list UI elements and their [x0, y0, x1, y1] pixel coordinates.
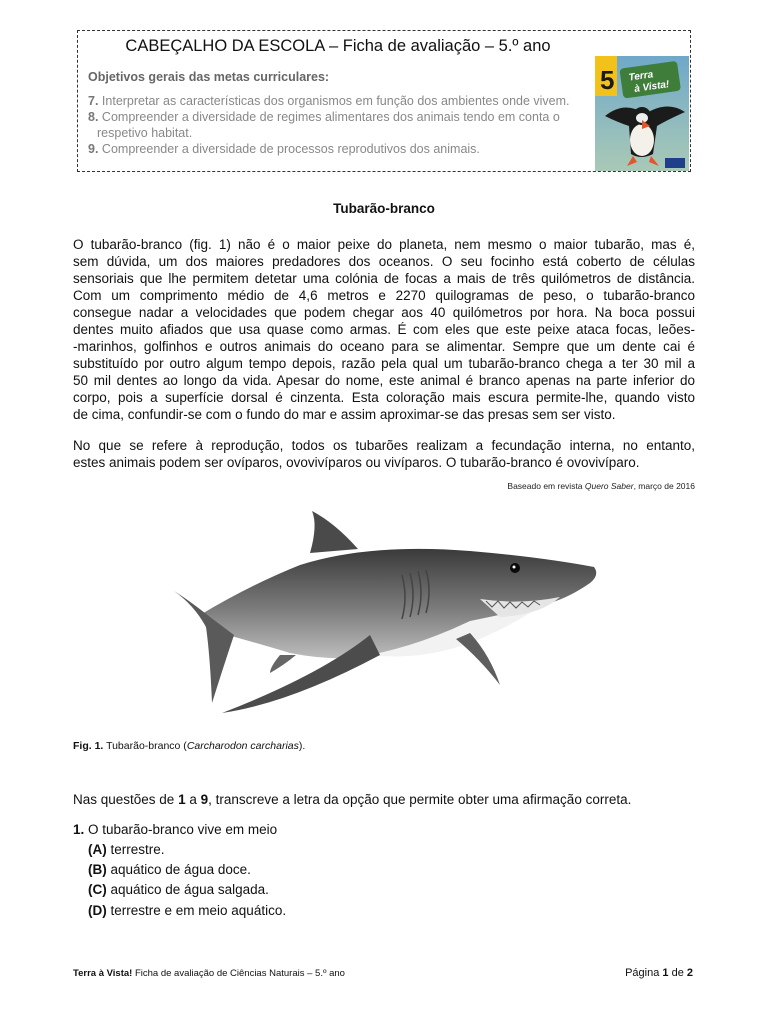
- text-line: -marinhos, golfinhos e outros animais do oceano para se alimentar. Sempre que um dente cai é: [73, 339, 695, 354]
- document-title: Tubarão-branco: [333, 201, 435, 216]
- page-prefix: Página: [625, 967, 663, 979]
- option-letter: (A): [88, 842, 107, 857]
- figure-caption: [73, 740, 305, 752]
- text-line: de cima, confundir-se com o fundo do mar e assim aproximar-se das presas sem ser visto.: [73, 407, 616, 422]
- option-d: [88, 903, 286, 918]
- option-letter: (D): [88, 903, 107, 918]
- header-title: CABEÇALHO DA ESCOLA – Ficha de avaliação – 5.º ano: [125, 37, 551, 55]
- source-suffix: , março de 2016: [633, 481, 695, 491]
- option-text: terrestre.: [106, 842, 165, 857]
- text-line: corpo, pois a superfície dorsal é cinzenta. Esta coloração mais escura permite-lhe, quando visto: [73, 390, 695, 405]
- header-box: [77, 30, 691, 172]
- goal-text: Compreender a diversidade de processos reprodutivos dos animais.: [101, 142, 480, 156]
- shark-illustration: [170, 505, 610, 725]
- goal-text: Compreender a diversidade de regimes alimentares dos animais tendo em conta o: [101, 110, 560, 124]
- source-magazine: Quero Saber: [584, 481, 634, 491]
- option-a: [88, 842, 165, 857]
- instructions: [73, 792, 631, 807]
- text-line: estes animais podem ser ovíparos, ovovivíparos ou vivíparos. O tubarão-branco é ovovivíparo.: [73, 455, 640, 470]
- text-line: consegue nadar a velocidades que podem chegar aos 40 quilómetros por hora. Na boca possui: [73, 305, 695, 320]
- option-c: [88, 882, 269, 897]
- page-mid: de: [668, 967, 687, 979]
- option-letter: (C): [88, 882, 107, 897]
- text-line: 50 mil dentes ao longo da vida. Apesar do nome, este animal é branco apenas na parte inferior do: [73, 373, 695, 388]
- source-prefix: Baseado em revista: [507, 481, 585, 491]
- text-line: dentes muito afiados que usa quase como armas. É com eles que este peixe ataca focas, leões-: [73, 322, 695, 337]
- question-1: [73, 822, 277, 837]
- current-page: 1: [662, 967, 669, 979]
- option-text: aquático de água salgada.: [106, 882, 269, 897]
- footer-description: Ficha de avaliação de Ciências Naturais – 5.º ano: [132, 968, 345, 979]
- figure-species: Carcharodon carcharias: [186, 740, 299, 752]
- goals-heading: Objetivos gerais das metas curriculares:: [88, 70, 330, 84]
- text-line: substituído por outro algum tempo depois, razão pela qual um tubarão-branco chega a ter 30 mil a: [73, 356, 695, 371]
- footer-book-title: Terra à Vista!: [73, 968, 133, 979]
- source-citation: [507, 481, 695, 491]
- option-b: [88, 862, 251, 877]
- cover-number: 5: [600, 65, 615, 95]
- figure-text: Tubarão-branco (: [103, 740, 187, 752]
- instr-number: 9: [200, 792, 209, 807]
- option-letter: (B): [88, 862, 107, 877]
- figure-end: ).: [298, 740, 306, 752]
- text-line: O tubarão-branco (fig. 1) não é o maior peixe do planeta, nem mesmo o maior tubarão, mas é,: [73, 237, 695, 252]
- goal-text-continued: respetivo habitat.: [97, 126, 193, 140]
- goal-7: [88, 93, 578, 109]
- total-pages: 2: [686, 967, 693, 979]
- text-line: sem dúvida, um dos maiores predadores dos oceanos. O seu focinho está coberto de células: [73, 254, 695, 269]
- question-text: O tubarão-branco vive em meio: [84, 822, 278, 837]
- goal-number: 9.: [88, 142, 99, 156]
- instr-text: , transcreve a letra da opção que permite obter uma afirmação correta.: [208, 792, 632, 807]
- goal-text: Interpretar as características dos organismos em função dos ambientes onde vivem.: [101, 94, 570, 108]
- instr-text: a: [185, 792, 201, 807]
- cover-title-line1: Terra: [628, 69, 654, 84]
- goal-8: [88, 109, 578, 141]
- text-line: Com um comprimento médio de 4,6 metros e 2270 quilogramas de peso, o tubarão-branco: [73, 288, 695, 303]
- question-number: 1.: [73, 822, 85, 837]
- page-number: [625, 967, 693, 979]
- figure-label: Fig. 1.: [73, 740, 104, 752]
- instr-number: 1: [178, 792, 186, 807]
- footer-left: [73, 968, 345, 979]
- instr-text: Nas questões de: [73, 792, 179, 807]
- goal-9: [88, 141, 578, 157]
- option-text: terrestre e em meio aquático.: [106, 903, 287, 918]
- paragraph-2: [73, 437, 695, 471]
- book-cover-image: [595, 56, 689, 171]
- text-line: sensoriais que lhe permitem detetar uma colónia de focas a mais de três quilómetros de distância.: [73, 271, 695, 286]
- cover-title-line2: à Vista!: [633, 79, 671, 95]
- option-text: aquático de água doce.: [106, 862, 251, 877]
- paragraph-1: [73, 236, 695, 423]
- goal-number: 7.: [88, 94, 99, 108]
- goal-number: 8.: [88, 110, 99, 124]
- text-line: No que se refere à reprodução, todos os tubarões realizam a fecundação interna, no entanto,: [73, 438, 695, 453]
